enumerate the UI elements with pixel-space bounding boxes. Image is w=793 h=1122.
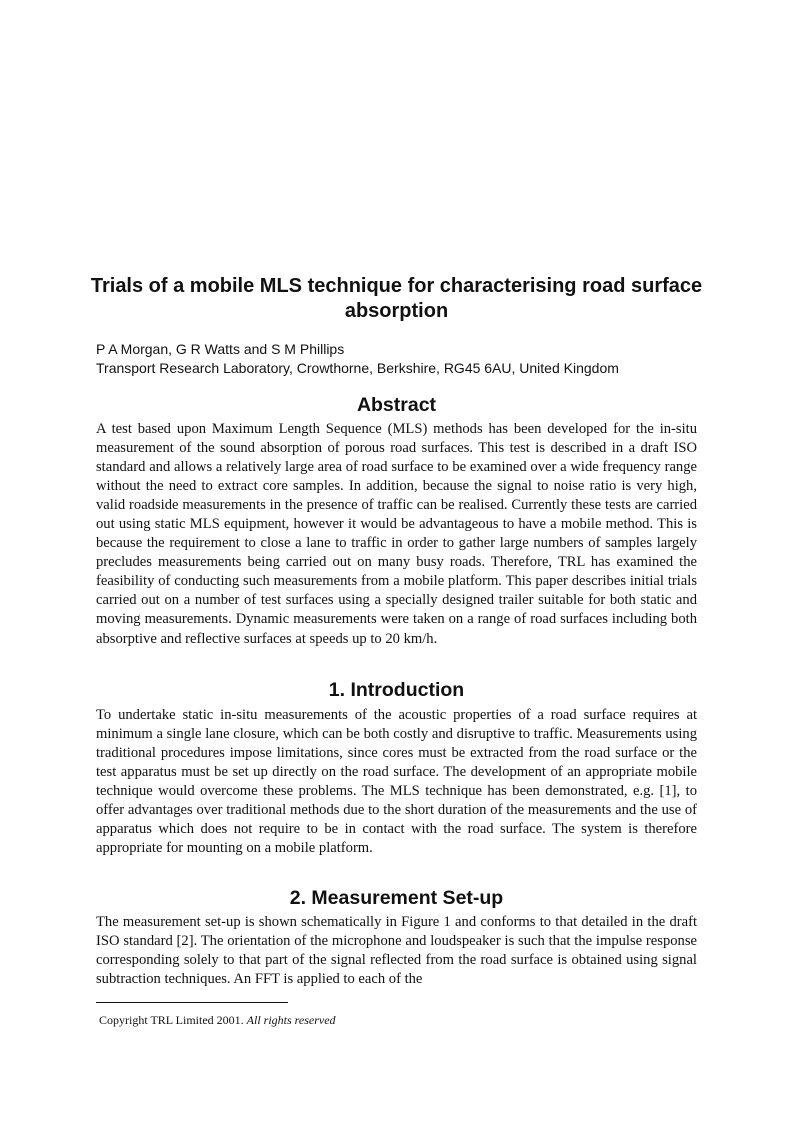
rights-text: All rights reserved xyxy=(246,1013,336,1027)
author-affiliation: Transport Research Laboratory, Crowthorne, Berkshire, RG45 6AU, United Kingdom xyxy=(96,360,619,376)
footnote-divider xyxy=(96,1002,288,1003)
section-heading-measurement-setup: 2. Measurement Set-up xyxy=(289,887,504,909)
abstract-heading: Abstract xyxy=(356,394,437,416)
section-text-measurement-setup: The measurement set-up is shown schematically in Figure 1 and conforms to that detailed in the draft ISO standard [2]. The orientation of the microphone and loudspeaker is such that the impulse response corresponding solely to that part of the signal reflected from the road surface is obtained using signal subtraction techniques. An FFT is applied to each of the xyxy=(96,914,697,988)
copyright-text: Copyright TRL Limited 2001. xyxy=(99,1013,244,1027)
author-names: P A Morgan, G R Watts and S M Phillips xyxy=(96,341,345,357)
section-text-introduction: To undertake static in-situ measurements of the acoustic properties of a road surface requires at minimum a single lane closure, which can be both costly and disruptive to traffic. Measurements using traditional procedures impose limitations, since cores must be extracted from the road surface or the test apparatus must be set up directly on the road surface. The development of an appropriate mobile technique would overcome these problems. The MLS technique has been demonstrated, e.g. [1], to offer advantages over traditional methods due to the short duration of the measurements and the use of apparatus which does not require to be in contact with the road surface. The system is therefore appropriate for mounting on a mobile platform. xyxy=(96,707,697,857)
section-heading-introduction: 1. Introduction xyxy=(328,679,465,701)
paper-title: Trials of a mobile MLS technique for characterising road surface absorption xyxy=(90,275,703,322)
author-block xyxy=(96,340,716,378)
abstract-text: A test based upon Maximum Length Sequence (MLS) methods has been developed for the in-situ measurement of the sound absorption of porous road surfaces. This test is described in a draft ISO standard and allows a relatively large area of road surface to be examined over a wide frequency range without the need to extract core samples. In addition, because the signal to noise ratio is very high, valid roadside measurements in the presence of traffic can be realised. Currently these tests are carried out using static MLS equipment, however it would be advantageous to have a mobile method. This is because the requirement to close a lane to traffic in order to gather large numbers of samples largely precludes measurements being carried out on many busy roads. Therefore, TRL has examined the feasibility of conducting such measurements from a mobile platform. This paper describes initial trials carried out on a number of test surfaces using a specially designed trailer suitable for both static and moving measurements. Dynamic measurements were taken on a range of road surfaces including both absorptive and reflective surfaces at speeds up to 20 km/h. xyxy=(96,421,697,647)
copyright-footnote xyxy=(99,1012,336,1028)
